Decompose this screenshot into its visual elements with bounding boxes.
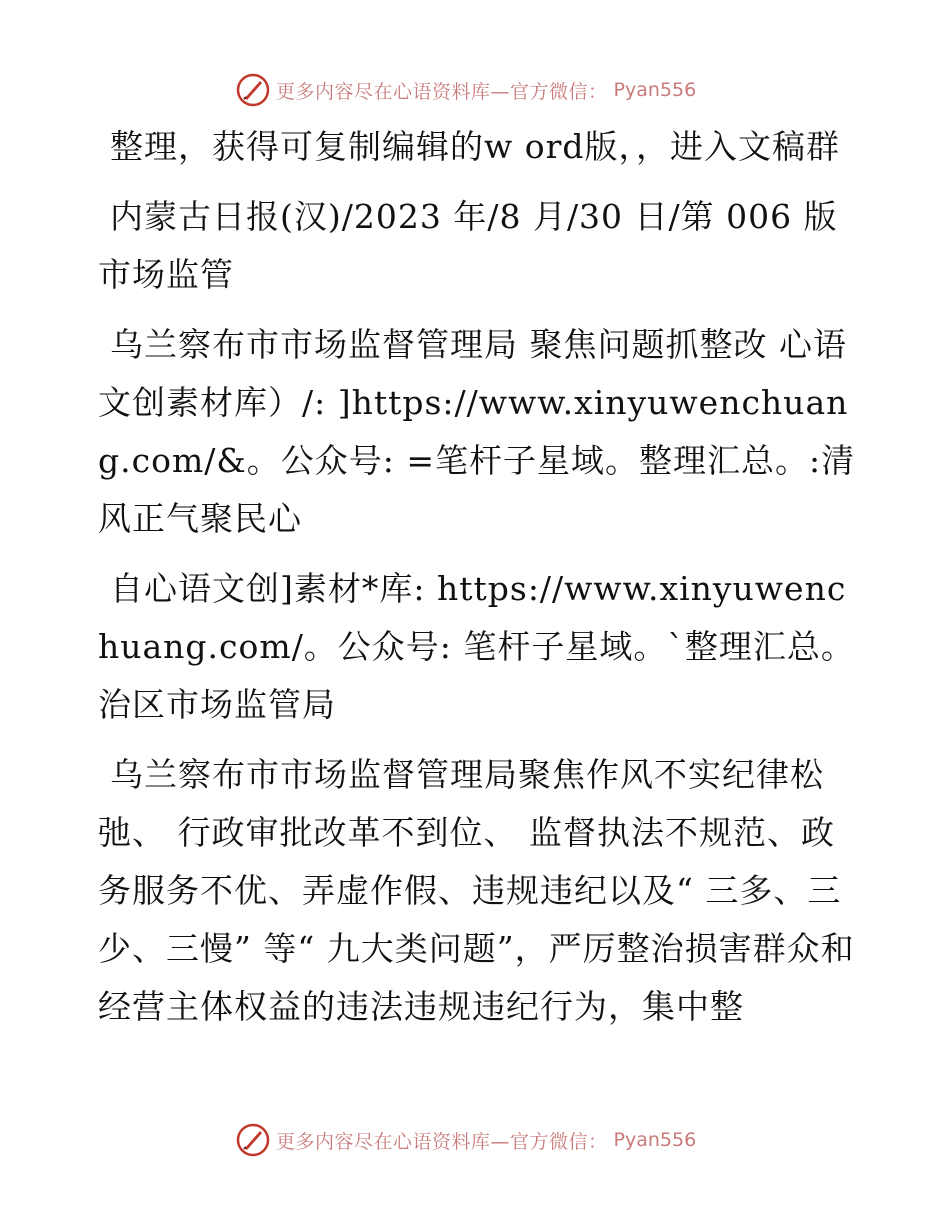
document-body [98, 118, 858, 1048]
watermark-contact: Pyan556 [613, 79, 697, 101]
header-watermark [236, 72, 696, 108]
paragraph-4: 自心语文创]素材*库: https://www.xinyuwenchuang.com/。公众号: 笔杆子星域。`整理汇总。治区市场监管局 [98, 569, 855, 724]
footer-watermark [236, 1122, 696, 1158]
watermark-text: 更多内容尽在心语资料库—官方微信： [276, 1130, 608, 1153]
paragraph-1: 整理，获得可复制编辑的w ord版，，进入文稿群 [110, 127, 841, 166]
watermark-contact: Pyan556 [613, 1129, 697, 1151]
quill-logo-icon [236, 73, 270, 107]
quill-logo-icon [236, 1123, 270, 1157]
paragraph-2: 内蒙古日报(汉)/2023 年/8 月/30 日/第 006 版市场监管 [98, 197, 838, 294]
watermark-text: 更多内容尽在心语资料库—官方微信： [276, 80, 608, 103]
paragraph-5: 乌兰察布市市场监督管理局聚焦作风不实纪律松弛、 行政审批改革不到位、 监督执法不规范、政务服务不优、弄虚作假、违规违纪以及“ 三多、三少、三慢” 等“ 九大类问题”，严厉整治损害群众和经营主体权益的违法违规违纪行为，集中整 [98, 755, 855, 1026]
paragraph-3: 乌兰察布市市场监督管理局 聚焦问题抓整改 心语文创素材库）/: ]https://www.xinyuwenchuang.com/&。公众号: =笔杆子星域。整理汇总。:清风正气聚民心 [98, 325, 856, 538]
